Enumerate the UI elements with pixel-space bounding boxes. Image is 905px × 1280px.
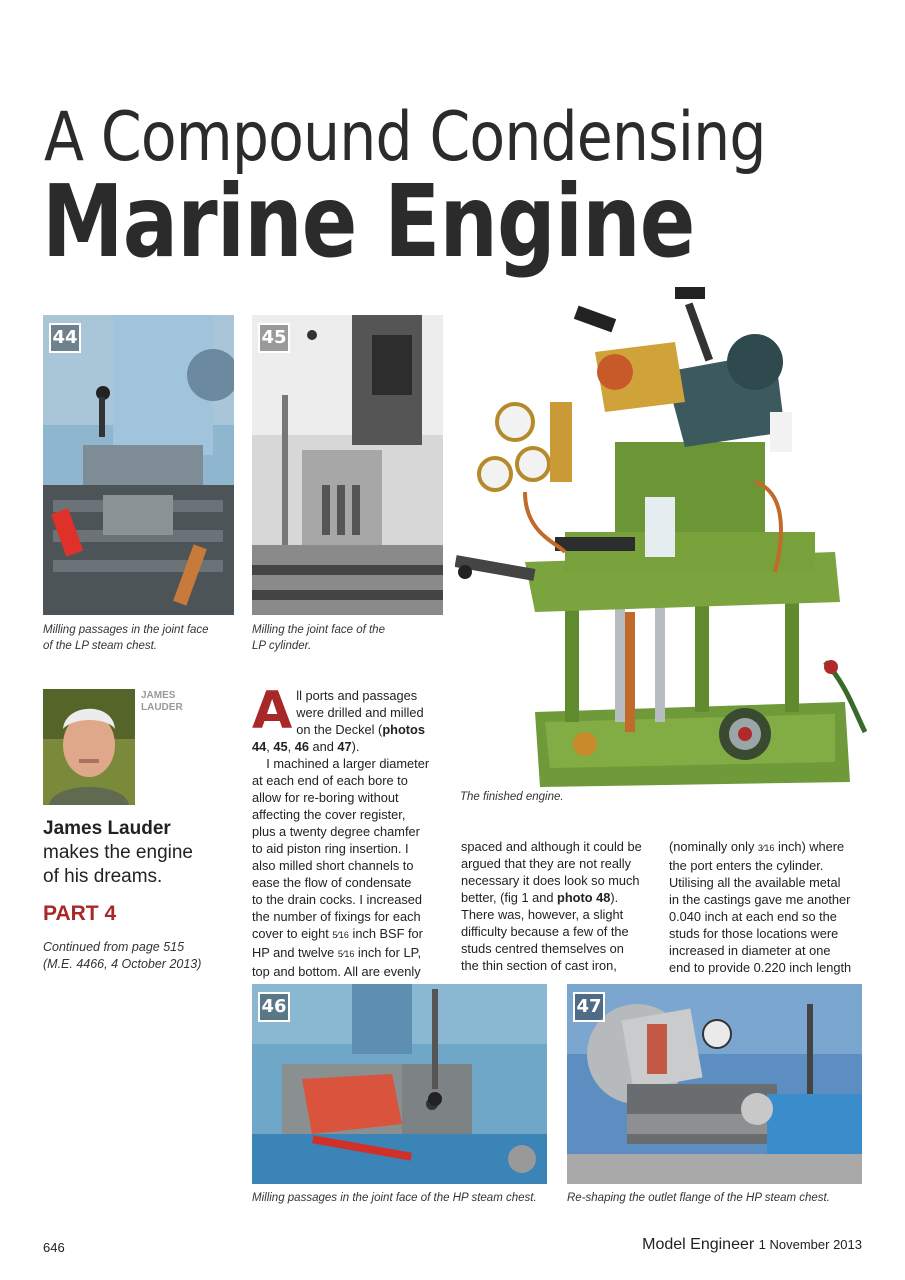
col1-line	[252, 925, 447, 944]
part-heading: PART 4	[43, 902, 117, 925]
text-run: cover to eight	[252, 926, 333, 941]
footer-magazine	[642, 1236, 862, 1254]
col1-line: at each end of each bore to	[252, 773, 408, 788]
drop-cap: A	[252, 681, 293, 741]
caption-45	[252, 622, 447, 654]
text-run: HP and twelve	[252, 945, 338, 960]
col1-line: to aid piston ring insertion. I	[252, 841, 409, 856]
title-line-1: A Compound Condensing	[44, 98, 766, 177]
col1-line: ease the flow of condensate	[252, 875, 412, 890]
col1-line	[252, 738, 447, 755]
col3-line: end to provide 0.220 inch length	[669, 960, 852, 975]
continued-line: (M.E. 4466, 4 October 2013)	[43, 957, 202, 971]
author-portrait	[43, 689, 135, 805]
author-tagline-2: of his dreams.	[43, 866, 163, 887]
col2-line: difficulty because a few of the	[461, 924, 629, 939]
text-run: (nominally only	[669, 839, 758, 854]
col1-line: ll ports and passages	[296, 688, 418, 703]
photo-44	[43, 315, 234, 615]
text-run: ).	[351, 739, 360, 754]
photo-47	[567, 984, 862, 1184]
caption-line: of the LP steam chest.	[43, 640, 157, 652]
col3-line: studs for those locations were	[669, 926, 839, 941]
col1-line: plus a twenty degree chamfer	[252, 824, 420, 839]
col1-line: allow for re-boring without	[252, 790, 399, 805]
col2-line: necessary it does look so much	[461, 873, 640, 888]
article-column-1	[252, 681, 447, 980]
continued-line: Continued from page 515	[43, 940, 185, 954]
article-column-2	[461, 838, 661, 974]
photo-number-badge: 45	[258, 323, 290, 353]
col1-line: were drilled and milled	[296, 705, 424, 720]
text-run: and	[308, 739, 338, 754]
photo-46	[252, 984, 547, 1184]
engine-photo	[455, 282, 875, 802]
text-run: ,	[287, 739, 295, 754]
caption-line: LP cylinder.	[252, 640, 312, 652]
col1-line: also milled short channels to	[252, 858, 414, 873]
caption-44	[43, 622, 238, 654]
text-run: inch for LP,	[354, 945, 422, 960]
col3-line: increased in diameter at one	[669, 943, 831, 958]
col2-line: There was, however, a slight	[461, 907, 624, 922]
col3-line: in the castings gave me another	[669, 892, 851, 907]
text-run: ).	[610, 890, 619, 905]
caption-engine: The finished engine.	[460, 791, 564, 803]
col2-line: studs centred themselves on	[461, 941, 624, 956]
title-line-2: Marine Engine	[42, 163, 695, 280]
author-label-line: JAMES	[141, 690, 176, 701]
photo-number-badge: 47	[573, 992, 605, 1022]
photo-ref: 44	[252, 739, 267, 754]
col2-line	[461, 889, 661, 906]
page-number: 646	[43, 1240, 65, 1255]
photo-ref: photo 48	[557, 890, 611, 905]
article-column-3	[669, 838, 869, 976]
fraction: 3⁄16	[757, 843, 775, 853]
photo-45	[252, 315, 443, 615]
col1-line: top and bottom. All are evenly	[252, 964, 421, 979]
caption-line: Milling the joint face of the	[252, 624, 385, 636]
photo-ref: 47	[337, 739, 352, 754]
text-run: better, (fig 1 and	[461, 890, 558, 905]
magazine-name: Model Engineer	[642, 1236, 755, 1253]
text-run: inch BSF for	[348, 926, 423, 941]
author-label	[141, 690, 183, 714]
caption-46: Milling passages in the joint face of the HP steam chest.	[252, 1192, 537, 1204]
photo-ref: 45	[273, 739, 288, 754]
photo-ref: 46	[294, 739, 309, 754]
col2-line: argued that they are not really	[461, 856, 632, 871]
issue-date: 1 November 2013	[758, 1237, 862, 1252]
text-run: ,	[266, 739, 274, 754]
author-intro	[43, 817, 243, 889]
col3-line: Utilising all the available metal	[669, 875, 841, 890]
caption-line: Milling passages in the joint face	[43, 624, 209, 636]
author-name: James Lauder	[43, 818, 171, 839]
text-run: on the Deckel (	[296, 722, 383, 737]
col1-line: I machined a larger diameter	[252, 756, 430, 771]
col1-line: affecting the cover register,	[252, 807, 406, 822]
col2-line: spaced and although it could be	[461, 839, 642, 854]
photo-number-badge: 44	[49, 323, 81, 353]
text-run-bold: photos	[382, 722, 425, 737]
col1-line	[252, 944, 447, 963]
col1-line: the number of fixings for each	[252, 909, 421, 924]
fraction: 5⁄16	[337, 949, 355, 959]
text-run: inch) where	[774, 839, 845, 854]
col3-line: the port enters the cylinder.	[669, 858, 824, 873]
continued-note	[43, 939, 248, 973]
fraction: 5⁄16	[332, 930, 349, 940]
col3-line	[669, 838, 869, 857]
caption-47: Re-shaping the outlet flange of the HP steam chest.	[567, 1192, 830, 1204]
photo-number-badge: 46	[258, 992, 290, 1022]
author-tagline-1: makes the engine	[43, 842, 193, 863]
author-label-line: LAUDER	[141, 702, 183, 713]
col2-line: the thin section of cast iron,	[461, 958, 617, 973]
col1-line: to the drain cocks. I increased	[252, 892, 423, 907]
col3-line: 0.040 inch at each end so the	[669, 909, 837, 924]
